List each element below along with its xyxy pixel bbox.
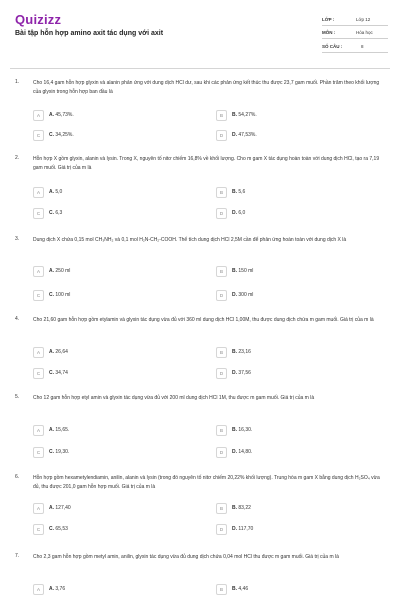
option-prefix: C. [49, 526, 54, 532]
option-letter: A [33, 187, 44, 198]
option-prefix: C. [49, 292, 54, 298]
option-prefix: C. [49, 210, 54, 216]
quizizz-logo: Quizizz [15, 12, 62, 27]
question-text: Dung dịch X chứa 0,15 mol CH₃NH₂ và 0,1 mol H₂N-CH₂-COOH. Thể tích dung dịch HCl 2,5M cần để phản ứng hoàn toàn với dung dịch X là [33, 237, 347, 243]
option-prefix: A. [49, 189, 54, 195]
question-text: Hỗn hợp X gồm glyxin, alanin và lysin. Trong X, nguyên tố nitơ chiếm 16,8% về khối lượng. Cho m gam X tác dụng hoàn toàn với dung dịch HCl, tạo ra 7,19 gam muối. Giá trị của m là [33, 156, 380, 171]
option-letter: B [216, 503, 227, 514]
option-text: 83,22 [238, 505, 251, 511]
option-letter: A [33, 425, 44, 436]
option-letter: A [33, 266, 44, 277]
option-prefix: B. [232, 268, 237, 274]
worksheet-header [0, 0, 400, 68]
option-letter: B [216, 347, 227, 358]
option-prefix: A. [49, 268, 54, 274]
option-text: 6,0 [238, 210, 246, 216]
option-prefix: B. [232, 505, 237, 511]
option-letter: B [216, 110, 227, 121]
option-prefix: C. [49, 449, 54, 455]
question-text: Hỗn hợp gồm hexametylendiamin, anilin, alanin và lysin (trong đó nguyên tố nitơ chiếm 20,22% khối lượng). Trung hòa m gam X bằng dung dịch H₂SO₄ vừa đủ, thu được 201,0 gam hỗn hợp muối. Giá trị của m là [33, 475, 380, 490]
question-number: 5. [15, 394, 20, 400]
option-prefix: C. [49, 132, 54, 138]
option-text: 14,80. [238, 449, 253, 455]
option-prefix: A. [49, 505, 54, 511]
option-letter: C [33, 447, 44, 458]
option-letter: B [216, 187, 227, 198]
option-text: 54,27%. [238, 112, 257, 118]
option-letter: B [216, 425, 227, 436]
worksheet-title: Bài tập hỗn hợp amino axit tác dụng với axit [15, 30, 164, 37]
question-number: 3. [15, 236, 20, 242]
option-letter: B [216, 266, 227, 277]
question-text: Cho 21,60 gam hỗn hợp gồm etylamin và glyxin tác dụng vừa đủ với 360 ml dung dịch HCl 1,00M, thu được dung dịch chứa m gam muối. Giá trị của m là [33, 317, 374, 323]
subject-label: MÔN : [322, 30, 336, 35]
option-prefix: D. [232, 210, 237, 216]
option-text: 250 ml [55, 268, 71, 274]
option-letter: D [216, 130, 227, 141]
option-letter: D [216, 447, 227, 458]
class-label: LỚP : [322, 17, 335, 22]
subject-value: Hóa học [356, 30, 373, 35]
option-prefix: C. [49, 370, 54, 376]
option-prefix: B. [232, 586, 237, 592]
question-number: 4. [15, 316, 20, 322]
option-letter: D [216, 208, 227, 219]
option-text: 16,30. [238, 427, 253, 433]
option-text: 37,56 [238, 370, 251, 376]
question-count-label: SỐ CÂU : [322, 44, 343, 49]
option-prefix: B. [232, 112, 237, 118]
option-letter: C [33, 290, 44, 301]
option-letter: D [216, 524, 227, 535]
meta-divider [322, 38, 388, 39]
option-prefix: D. [232, 292, 237, 298]
option-text: 100 ml [55, 292, 71, 298]
question-text: Cho 12 gam hỗn hợp etyl amin và glyxin tác dụng vừa đủ với 200 ml dung dịch HCl 1M, thu được m gam muối. Giá trị của m là [33, 395, 315, 401]
option-text: 23,16 [238, 349, 251, 355]
question-text: Cho 2,3 gam hỗn hợp gồm metyl amin, anilin, glyxin tác dụng vừa đủ dung dịch chứa 0,04 mol HCl thu được m gam muối. Giá trị của m là [33, 554, 339, 560]
option-letter: C [33, 368, 44, 379]
option-letter: A [33, 110, 44, 121]
option-text: 47,53%. [238, 132, 257, 138]
option-text: 5,0 [55, 189, 63, 195]
option-text: 150 ml [238, 268, 254, 274]
option-prefix: D. [232, 132, 237, 138]
option-text: 65,53 [55, 526, 68, 532]
meta-divider [322, 52, 388, 53]
option-text: 4,46 [238, 586, 249, 592]
option-letter: C [33, 524, 44, 535]
option-letter: A [33, 584, 44, 595]
option-letter: D [216, 290, 227, 301]
class-value: Lớp 12 [356, 17, 371, 22]
option-prefix: D. [232, 526, 237, 532]
option-prefix: A. [49, 112, 54, 118]
question-number: 6. [15, 474, 20, 480]
meta-divider [322, 25, 388, 26]
option-prefix: B. [232, 189, 237, 195]
option-text: 19,30. [55, 449, 70, 455]
option-prefix: B. [232, 349, 237, 355]
option-text: 26,64 [55, 349, 68, 355]
option-prefix: A. [49, 349, 54, 355]
option-letter: A [33, 347, 44, 358]
option-text: 34,25%. [55, 132, 74, 138]
option-text: 117,70 [238, 526, 254, 532]
option-prefix: D. [232, 449, 237, 455]
option-text: 127,40 [55, 505, 71, 511]
option-text: 300 ml [238, 292, 254, 298]
option-letter: B [216, 584, 227, 595]
option-letter: C [33, 130, 44, 141]
option-prefix: A. [49, 427, 54, 433]
option-letter: C [33, 208, 44, 219]
option-prefix: D. [232, 370, 237, 376]
option-letter: A [33, 503, 44, 514]
option-text: 6,3 [55, 210, 63, 216]
option-text: 5,6 [238, 189, 246, 195]
option-text: 15,65. [55, 427, 70, 433]
question-count-value: 8 [361, 44, 364, 49]
header-divider [10, 68, 390, 69]
option-prefix: A. [49, 586, 54, 592]
option-prefix: B. [232, 427, 237, 433]
question-number: 2. [15, 155, 20, 161]
option-text: 45,73%. [55, 112, 74, 118]
question-number: 1. [15, 79, 20, 85]
option-text: 3,76 [55, 586, 66, 592]
option-text: 34,74 [55, 370, 68, 376]
option-letter: D [216, 368, 227, 379]
question-text: Cho 16,4 gam hỗn hợp glyxin và alanin phản ứng với dung dịch HCl dư, sau khi các phản ứng kết thúc thu được 23,7 gam muối. Phần trăm theo khối lượng của glyxin trong hỗn hợp ban đầu là [33, 80, 380, 95]
question-number: 7. [15, 553, 20, 559]
